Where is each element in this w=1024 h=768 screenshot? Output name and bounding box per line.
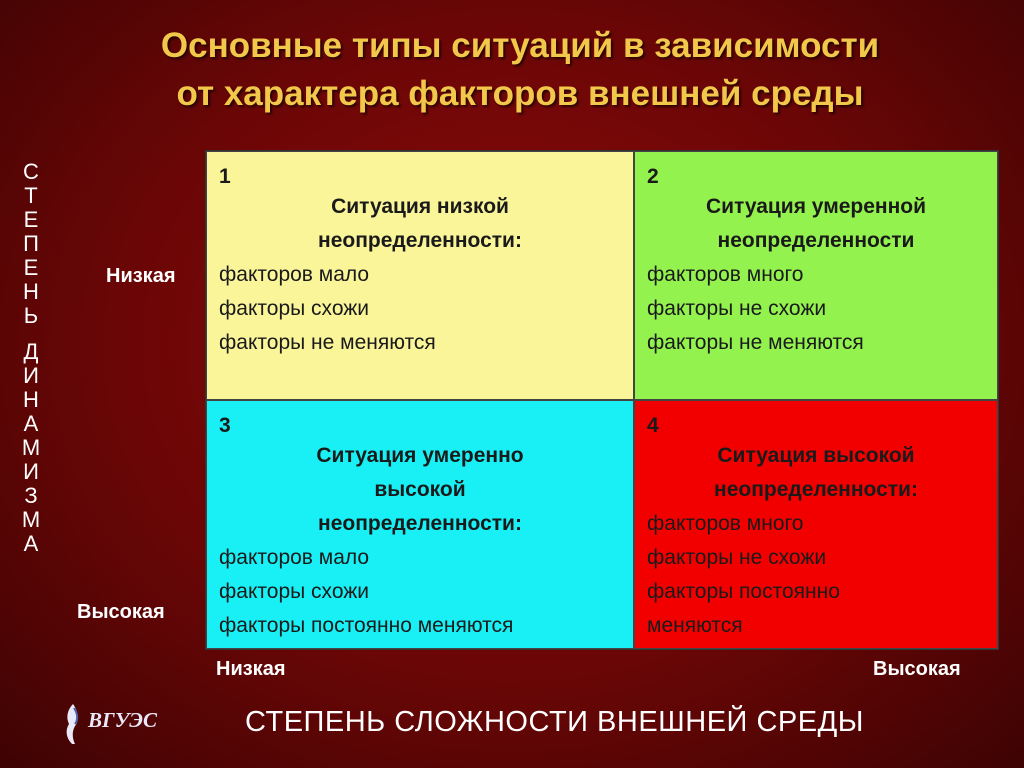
vertical-letter: М xyxy=(21,507,41,532)
cell-number: 2 xyxy=(647,165,659,188)
row-label-high: Высокая xyxy=(77,601,165,623)
cell-line: факторов мало xyxy=(219,263,370,286)
university-logo-icon xyxy=(62,702,84,746)
cell-moderate-uncertainty xyxy=(634,151,998,400)
cell-line: факторы не схожи xyxy=(647,297,827,320)
vertical-letter: И xyxy=(23,459,39,484)
cell-heading: неопределенности: xyxy=(714,478,918,501)
cell-high-uncertainty xyxy=(634,400,998,649)
vertical-letter: А xyxy=(23,411,39,436)
vertical-letter: Д xyxy=(23,339,39,364)
vertical-letter: А xyxy=(23,531,39,556)
vertical-letter: И xyxy=(23,363,39,388)
vertical-letter: Н xyxy=(23,387,39,412)
cell-line: факторы постоянно xyxy=(647,580,840,603)
vertical-letter: Ь xyxy=(23,303,39,328)
vertical-letter: З xyxy=(24,483,38,508)
cell-line: факторов много xyxy=(647,512,804,535)
cell-moderately-high-uncertainty xyxy=(206,400,634,649)
vertical-letter: Т xyxy=(24,183,38,208)
cell-heading: неопределенности xyxy=(717,229,915,252)
horizontal-axis-title: СТЕПЕНЬ СЛОЖНОСТИ ВНЕШНЕЙ СРЕДЫ xyxy=(245,706,864,738)
cell-line: факторы не меняются xyxy=(219,331,436,354)
cell-number: 1 xyxy=(219,165,231,188)
cell-heading: неопределенности: xyxy=(318,512,522,535)
vertical-letter: Е xyxy=(23,207,39,232)
cell-line: меняются xyxy=(647,614,743,637)
col-label-high: Высокая xyxy=(873,658,961,680)
cell-heading: Ситуация умеренно xyxy=(316,444,524,467)
vertical-letter: С xyxy=(23,159,39,184)
vertical-letter: Н xyxy=(23,279,39,304)
cell-number: 3 xyxy=(219,414,231,437)
vertical-letter: М xyxy=(21,435,41,460)
cell-line: факторы схожи xyxy=(219,580,370,603)
cell-line: факторы не схожи xyxy=(647,546,827,569)
cell-heading: Ситуация низкой xyxy=(331,195,509,218)
cell-heading: Ситуация высокой xyxy=(717,444,915,467)
title-line-1: Основные типы ситуаций в зависимости xyxy=(160,26,880,65)
vertical-letter: П xyxy=(23,231,39,256)
cell-line: факторы постоянно меняются xyxy=(219,614,514,637)
logo-text: ВГУЭС xyxy=(88,708,157,732)
row-label-low: Низкая xyxy=(106,265,176,287)
cell-heading: высокой xyxy=(374,478,466,501)
vertical-axis-label xyxy=(18,160,44,556)
cell-low-uncertainty xyxy=(206,151,634,400)
vertical-letter: Е xyxy=(23,255,39,280)
cell-heading: неопределенности: xyxy=(318,229,522,252)
cell-heading: Ситуация умеренной xyxy=(705,195,927,218)
title-line-2: от характера факторов внешней среды xyxy=(176,74,864,113)
cell-line: факторов много xyxy=(647,263,804,286)
cell-line: факторы схожи xyxy=(219,297,370,320)
cell-number: 4 xyxy=(647,414,659,437)
situation-matrix xyxy=(205,150,999,650)
col-label-low: Низкая xyxy=(216,658,286,680)
slide-title xyxy=(60,22,980,118)
cell-line: факторов мало xyxy=(219,546,370,569)
cell-line: факторы не меняются xyxy=(647,331,864,354)
logo xyxy=(62,700,172,750)
